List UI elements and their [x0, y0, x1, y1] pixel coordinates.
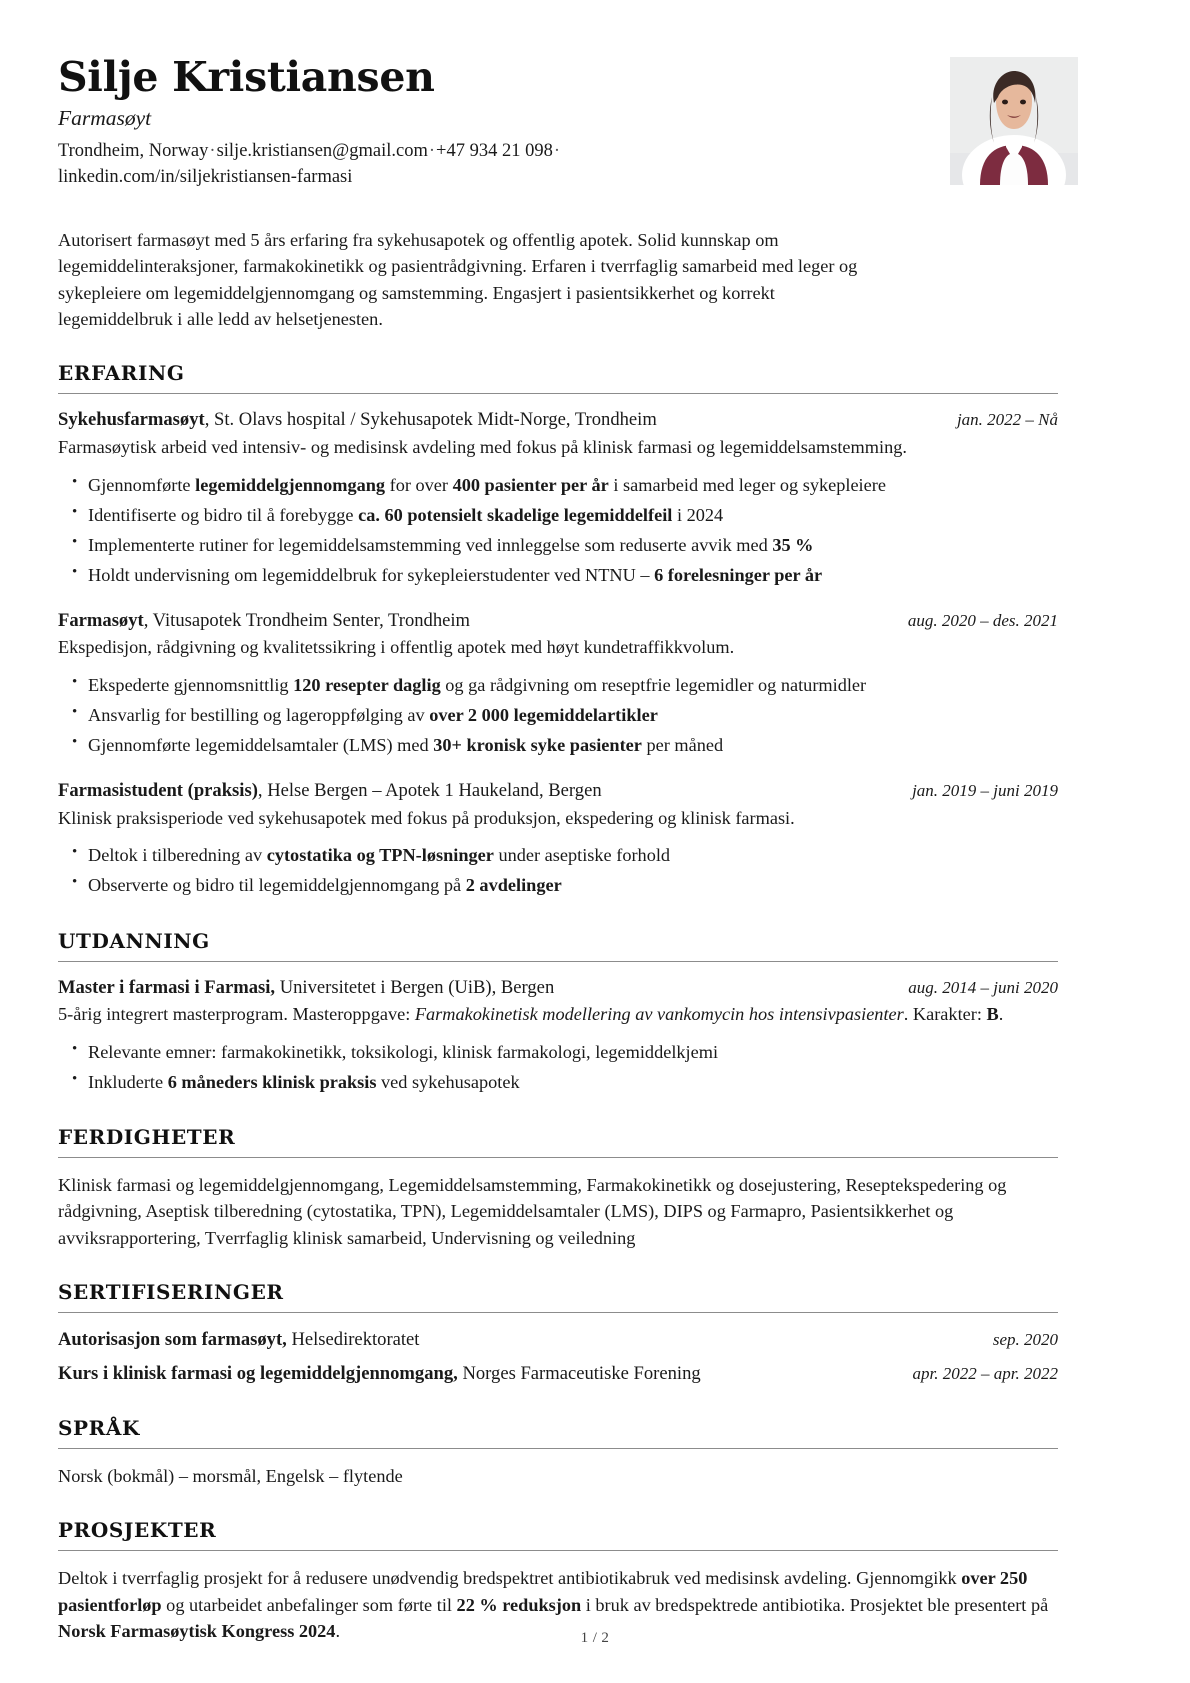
bullet-text: Deltok i tilberedning av — [88, 845, 267, 866]
experience-bullet-list — [58, 672, 1058, 759]
candidate-photo — [950, 57, 1078, 185]
education-desc-text: . Karakter: — [903, 1004, 987, 1025]
bullet-text: Gjennomførte legemiddelsamtaler (LMS) med — [88, 735, 434, 756]
projects-text: i bruk av bredspektrede antibiotika. Prosjektet ble presentert på — [581, 1594, 1049, 1615]
page-footer: 1 / 2 — [580, 1630, 610, 1646]
section-divider-experience — [58, 393, 1058, 394]
bullet-emphasis: 6 forelesninger per år — [654, 564, 823, 585]
section-heading-education: UTDANNING — [58, 928, 210, 953]
contact-email[interactable]: silje.kristiansen@gmail.com — [216, 140, 428, 161]
section-divider-languages — [58, 1448, 1058, 1449]
section-divider-certifications — [58, 1312, 1058, 1313]
education-date: aug. 2014 – juni 2020 — [908, 977, 1058, 997]
experience-company: , Vitusapotek Trondheim Senter, Trondheim — [143, 609, 471, 631]
certification-row — [58, 1327, 1058, 1352]
projects-emphasis: Norsk Farmasøytisk Kongress 2024 — [58, 1621, 336, 1642]
bullet-text: Observerte og bidro til legemiddelgjennomgang på — [88, 875, 466, 896]
bullet-text: Ekspederte gjennomsnittlig — [88, 674, 294, 695]
bullet-item — [58, 502, 1058, 529]
contact-location: Trondheim, Norway — [58, 140, 209, 161]
experience-headline — [58, 609, 890, 634]
section-divider-education — [58, 961, 1058, 962]
bullet-item — [58, 532, 1058, 559]
bullet-item — [58, 702, 1058, 729]
bullet-text: i samarbeid med leger og sykepleiere — [608, 474, 886, 495]
bullet-text: per måned — [641, 735, 724, 756]
experience-bullet-list — [58, 842, 1058, 899]
education-school: Universitetet i Bergen (UiB), Bergen — [275, 976, 555, 998]
bullet-emphasis: 30+ kronisk syke pasienter — [433, 735, 642, 756]
experience-bullet-list — [58, 472, 1058, 589]
contact-separator-1: · — [209, 140, 216, 161]
section-heading-experience: ERFARING — [58, 361, 185, 386]
section-projects — [58, 1519, 1058, 1645]
certification-title: Autorisasjon som farmasøyt, — [58, 1329, 287, 1351]
experience-company: , Helse Bergen – Apotek 1 Haukeland, Bergen — [257, 780, 602, 802]
resume-header — [58, 55, 1058, 205]
bullet-item — [58, 732, 1058, 759]
section-certifications — [58, 1281, 1058, 1386]
bullet-emphasis: over 2 000 legemiddelartikler — [429, 705, 658, 726]
section-experience — [58, 362, 1058, 899]
bullet-emphasis: 120 resepter daglig — [293, 674, 441, 695]
bullet-item — [58, 872, 1058, 899]
bullet-text: og ga rådgivning om reseptfrie legemidler og naturmidler — [440, 674, 867, 695]
experience-company: , St. Olavs hospital / Sykehusapotek Midt-Norge, Trondheim — [204, 409, 657, 431]
bullet-text: Holdt undervisning om legemiddelbruk for sykepleierstudenter ved NTNU – — [88, 564, 655, 585]
certification-issuer: Helsedirektoratet — [286, 1329, 420, 1351]
section-heading-languages: SPRÅK — [58, 1415, 141, 1440]
experience-date: jan. 2019 – juni 2019 — [912, 781, 1058, 801]
experience-entry — [58, 779, 1058, 899]
bullet-text: for over — [385, 474, 453, 495]
bullet-item — [58, 1069, 1058, 1096]
certification-title: Kurs i klinisk farmasi og legemiddelgjennomgang, — [58, 1363, 458, 1385]
bullet-emphasis: 6 måneders klinisk praksis — [167, 1071, 377, 1092]
candidate-name: Silje Kristiansen — [58, 53, 435, 101]
experience-role: Sykehusfarmasøyt — [58, 409, 205, 431]
experience-description: Klinisk praksisperiode ved sykehusapotek med fokus på produksjon, ekspedering og klinisk farmasi. — [58, 807, 795, 828]
bullet-emphasis: legemiddelgjennomgang — [195, 474, 386, 495]
section-languages — [58, 1417, 1058, 1490]
experience-description: Farmasøytisk arbeid ved intensiv- og medisinsk avdeling med fokus på klinisk farmasi og legemiddelsamstemming. — [58, 436, 907, 457]
bullet-item — [58, 1039, 1058, 1066]
education-entry — [58, 976, 1058, 1096]
experience-entry-header — [58, 609, 1058, 634]
education-grade: B — [986, 1004, 999, 1025]
bullet-text: i 2024 — [672, 504, 724, 525]
bullet-text: Gjennomførte — [88, 474, 196, 495]
projects-emphasis: over 250 pasientforløp — [58, 1568, 1028, 1615]
section-education — [58, 930, 1058, 1096]
contact-separator-3: · — [553, 140, 560, 161]
experience-date: aug. 2020 – des. 2021 — [907, 610, 1058, 630]
education-description — [58, 1002, 1058, 1028]
bullet-text: Inkluderte — [88, 1071, 168, 1092]
bullet-emphasis: cytostatika og TPN-løsninger — [266, 845, 494, 866]
experience-headline — [58, 408, 939, 433]
bullet-emphasis: 400 pasienter per år — [452, 474, 609, 495]
bullet-text: Identifiserte og bidro til å forebygge — [88, 504, 359, 525]
bullet-emphasis: 2 avdelinger — [465, 875, 562, 896]
section-skills — [58, 1126, 1058, 1252]
thesis-title: Farmakokinetisk modellering av vankomycin hos intensivpasienter — [414, 1004, 904, 1025]
professional-summary: Autorisert farmasøyt med 5 års erfaring fra sykehusapotek og offentlig apotek. Solid kunnskap om legemiddelinteraksjoner, farmakokinetikk og pasientrådgivning. Erfaren i tverrfaglig samarbeid med leger og sykepleiere om legemiddelgjennomgang og samstemming. Engasjert i pasientsikkerhet og korrekt legemiddelbruk i alle ledd av helsetjenesten. — [58, 230, 858, 330]
bullet-item — [58, 562, 1058, 589]
contact-linkedin[interactable]: linkedin.com/in/siljekristiansen-farmasi — [58, 167, 353, 188]
section-divider-projects — [58, 1550, 1058, 1551]
bullet-emphasis: ca. 60 potensielt skadelige legemiddelfeil — [358, 504, 673, 525]
bullet-item — [58, 672, 1058, 699]
bullet-text: Relevante emner: farmakokinetikk, toksikologi, klinisk farmakologi, legemiddelkjemi — [88, 1041, 719, 1062]
education-headline — [58, 976, 890, 1001]
section-heading-certifications: SERTIFISERINGER — [58, 1280, 284, 1305]
certification-date: sep. 2020 — [992, 1330, 1058, 1350]
experience-description: Ekspedisjon, rådgivning og kvalitetssikring i offentlig apotek med høyt kundetraffikkvolum. — [58, 637, 735, 658]
bullet-text: ved sykehusapotek — [376, 1071, 520, 1092]
projects-text: Deltok i tverrfaglig prosjekt for å redusere unødvendig bredspektret antibiotikabruk ved medisinsk avdeling. Gjennomgikk — [58, 1568, 962, 1589]
bullet-item — [58, 472, 1058, 499]
portrait-illustration — [950, 57, 1078, 185]
candidate-role: Farmasøyt — [58, 105, 152, 130]
section-heading-skills: FERDIGHETER — [58, 1124, 236, 1149]
experience-entry — [58, 609, 1058, 759]
experience-role: Farmasistudent (praksis) — [58, 780, 258, 802]
certification-date: apr. 2022 – apr. 2022 — [912, 1364, 1058, 1384]
section-divider-skills — [58, 1157, 1058, 1158]
bullet-text: under aseptiske forhold — [493, 845, 671, 866]
certification-issuer: Norges Farmaceutiske Forening — [457, 1363, 701, 1385]
bullet-text: Implementerte rutiner for legemiddelsamstemming ved innleggelse som reduserte avvik med — [88, 534, 773, 555]
projects-text: . — [335, 1621, 341, 1642]
certification-row — [58, 1361, 1058, 1386]
bullet-text: Ansvarlig for bestilling og lageroppfølging av — [88, 705, 430, 726]
experience-date: jan. 2022 – Nå — [956, 410, 1058, 430]
experience-entry — [58, 408, 1058, 588]
education-entry-header — [58, 976, 1058, 1001]
contact-separator-2: · — [428, 140, 436, 161]
section-heading-projects: PROSJEKTER — [58, 1518, 217, 1543]
certification-name — [58, 1361, 895, 1386]
bullet-item — [58, 842, 1058, 869]
experience-headline — [58, 779, 894, 804]
skills-list: Klinisk farmasi og legemiddelgjennomgang, Legemiddelsamstemming, Farmakokinetikk og dosejustering, Reseptekspedering og rådgivning, Aseptisk tilberedning (cytostatika, TPN), Legemiddelsamtaler (LMS), DIPS og Farmapro, Pasientsikkerhet og avviksrapportering, Tverrfaglig klinisk samarbeid, Undervisning og veiledning — [58, 1174, 1007, 1248]
experience-entry-header — [58, 408, 1058, 433]
contact-line — [58, 138, 748, 191]
bullet-emphasis: 35 % — [772, 534, 814, 555]
education-desc-text: . — [998, 1004, 1004, 1025]
education-bullet-list — [58, 1039, 1058, 1096]
education-desc-text: 5-årig integrert masterprogram. Masteroppgave: — [58, 1004, 415, 1025]
education-degree: Master i farmasi i Farmasi, — [58, 976, 276, 998]
languages-list: Norsk (bokmål) – morsmål, Engelsk – flytende — [58, 1465, 403, 1486]
projects-text: og utarbeidet anbefalinger som førte til — [161, 1594, 457, 1615]
experience-role: Farmasøyt — [58, 609, 144, 631]
contact-phone[interactable]: +47 934 21 098 — [436, 140, 553, 161]
experience-entry-header — [58, 779, 1058, 804]
certification-name — [58, 1327, 975, 1352]
projects-emphasis: 22 % reduksjon — [456, 1594, 582, 1615]
